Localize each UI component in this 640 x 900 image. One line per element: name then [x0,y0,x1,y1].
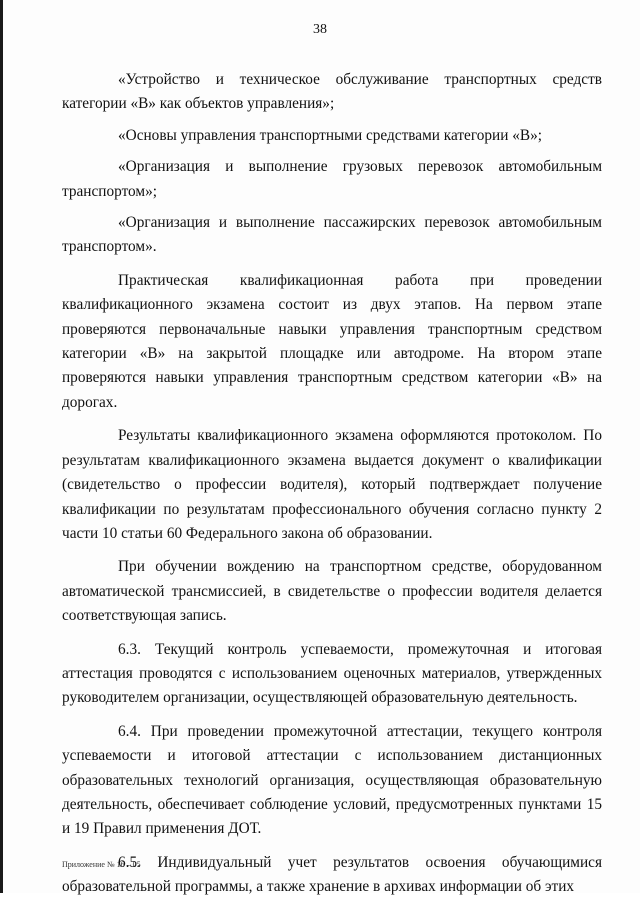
page-number: 38 [313,22,327,37]
paragraph-5: Практическая квалификационная работа при проведении квалификационного экзамена состоит из двух этапов. На первом этапе проверяются первоначальные навыки управления транспортным средством категории «В» на закрытой площадке или автодроме. На втором этапе проверяются навыки управления транспортным средством категории «В» на дорогах. [62,271,602,411]
footer-note: Приложение № 16 – 05 [62,860,141,869]
paragraph-8: 6.3. Текущий контроль успеваемости, промежуточная и итоговая аттестация проводятся с использованием оценочных материалов, утвержденных руководителем организации, осуществляющей образовательную деятельность. [62,640,602,707]
scan-edge [0,0,3,893]
paragraph-7: При обучении вождению на транспортном средстве, оборудованном автоматической трансмиссией, в свидетельстве о профессии водителя делается соответствующая запись. [62,558,602,625]
paragraph-4: «Организация и выполнение пассажирских перевозок автомобильным транспортом». [62,214,602,256]
paragraph-6: Результаты квалификационного экзамена оформляются протоколом. По результатам квалификационного экзамена выдается документ о квалификации (свидетельство о профессии водителя), который подтверждает получение квалификации по результатам профессионального обучения согласно пункту 2 части 10 статьи 60 Федерального закона об образовании. [62,427,602,542]
paragraph-10: 6.5. Индивидуальный учет результатов освоения обучающимися образовательной программы, а также хранение в архивах информации об этих [62,853,602,896]
paragraph-9: 6.4. При проведении промежуточной аттестации, текущего контроля успеваемости и итоговой аттестации с использованием дистанционных образовательных технологий организация, осуществляющая образовательную деятельность, обеспечивает соблюдение условий, предусмотренных пунктами 15 и 19 Правил применения ДОТ. [62,722,602,838]
paragraph-1: «Устройство и техническое обслуживание транспортных средств категории «В» как объектов управления»; [62,71,602,113]
page-body [62,68,602,900]
paragraph-3: «Организация и выполнение грузовых перевозок автомобильным транспортом»; [62,158,602,200]
paragraph-2: «Основы управления транспортными средствами категории «В»; [118,126,542,144]
